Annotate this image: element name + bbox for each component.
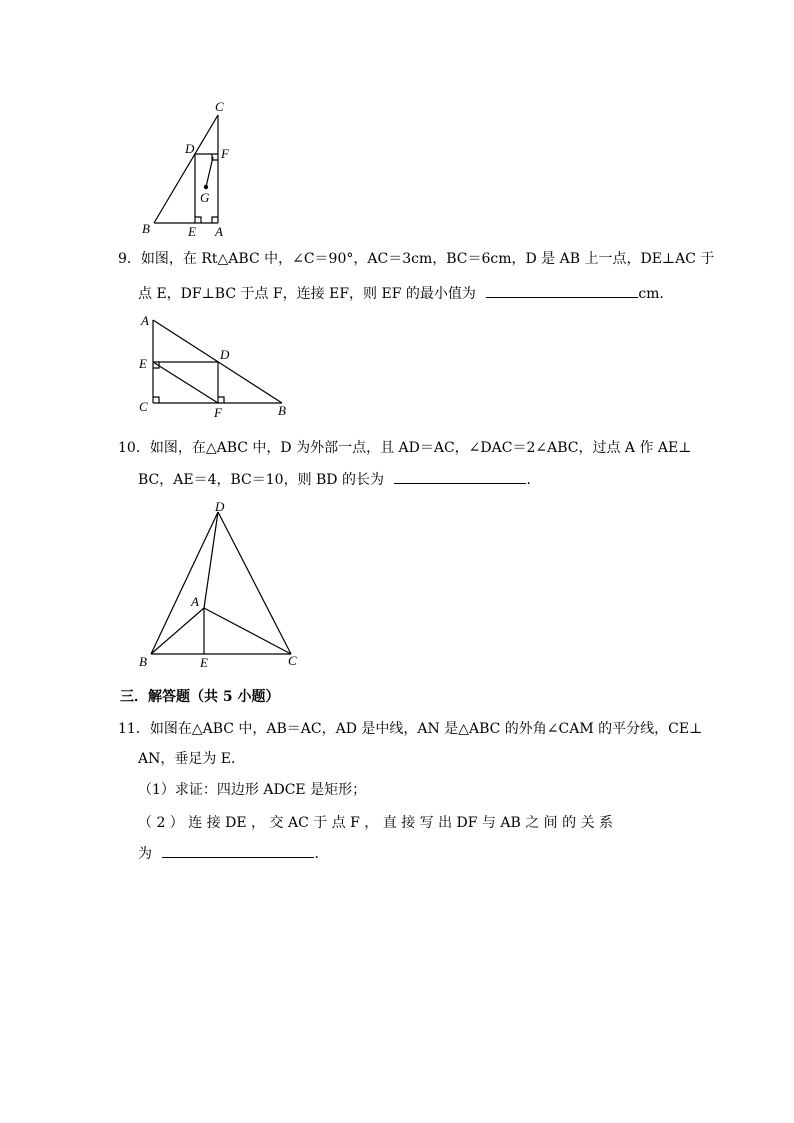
q11-part2-line2-prefix: 为 bbox=[138, 846, 152, 862]
segment-AB bbox=[151, 608, 204, 654]
segment-DC bbox=[218, 512, 291, 654]
q10-line2-suffix: ． bbox=[526, 472, 541, 488]
figure-q10 bbox=[130, 495, 310, 675]
q11-part2-line2 bbox=[138, 843, 794, 863]
label-F: F bbox=[221, 146, 229, 161]
segment-BC bbox=[154, 115, 218, 223]
q9-line2-prefix: 点 E，DF⊥BC 于点 F，连接 EF，则 EF 的最小值为 bbox=[138, 286, 476, 302]
label-C: C bbox=[288, 653, 297, 668]
q10-answer-blank bbox=[394, 469, 526, 484]
q10-line2 bbox=[138, 469, 794, 489]
label-E: E bbox=[200, 655, 208, 670]
label-A: A bbox=[141, 313, 149, 328]
q9-line2 bbox=[138, 283, 794, 303]
q11-part2-line2-suffix: ． bbox=[314, 846, 329, 862]
label-E: E bbox=[139, 356, 147, 371]
section3-title: 三．解答题（共 5 小题） bbox=[120, 689, 280, 705]
label-F: F bbox=[214, 405, 222, 420]
label-B: B bbox=[142, 221, 150, 236]
segment-FG bbox=[206, 157, 213, 187]
q9-line2-suffix: cm． bbox=[638, 286, 674, 302]
point-G bbox=[204, 185, 208, 189]
q9-answer-blank bbox=[486, 283, 638, 298]
figure-q9 bbox=[132, 310, 302, 422]
label-B: B bbox=[139, 654, 147, 669]
segment-EF bbox=[153, 362, 218, 403]
label-A: A bbox=[215, 224, 223, 239]
right-angle-F bbox=[218, 397, 224, 403]
q11-answer-blank bbox=[162, 843, 314, 858]
q9-line1: 9．如图，在 Rt△ABC 中，∠C＝90°，AC＝3cm，BC＝6cm，D 是 AB 上一点，DE⊥AC 于 bbox=[118, 251, 715, 267]
label-B: B bbox=[278, 403, 286, 418]
q11-line2: AN，垂足为 E． bbox=[138, 751, 246, 767]
label-C: C bbox=[215, 99, 224, 114]
label-D: D bbox=[185, 141, 195, 156]
q11-line1: 11．如图在△ABC 中，AB＝AC，AD 是中线，AN 是△ABC 的外角∠CAM 的平分线，CE⊥ bbox=[118, 721, 703, 737]
label-A: A bbox=[191, 594, 199, 609]
right-angle-A bbox=[212, 217, 218, 223]
q11-part1: （1）求证：四边形 ADCE 是矩形； bbox=[138, 782, 367, 798]
label-E: E bbox=[188, 224, 196, 239]
q10-line1: 10．如图，在△ABC 中，D 为外部一点，且 AD＝AC，∠DAC＝2∠ABC，过点 A 作 AE⊥ bbox=[118, 440, 692, 456]
q11-part2: （ 2 ） 连 接 DE ， 交 AC 于 点 F ， 直 接 写 出 DF 与 AB 之 间 的 关 系 bbox=[138, 815, 614, 831]
label-D: D bbox=[220, 347, 230, 362]
label-G: G bbox=[200, 190, 210, 205]
right-angle-C bbox=[153, 397, 159, 403]
figure-q8 bbox=[130, 95, 260, 240]
right-angle-E bbox=[195, 217, 201, 223]
label-D: D bbox=[215, 499, 225, 514]
q10-line2-prefix: BC，AE＝4，BC＝10，则 BD 的长为 bbox=[138, 472, 384, 488]
label-C: C bbox=[139, 399, 148, 414]
segment-AC bbox=[204, 608, 291, 654]
